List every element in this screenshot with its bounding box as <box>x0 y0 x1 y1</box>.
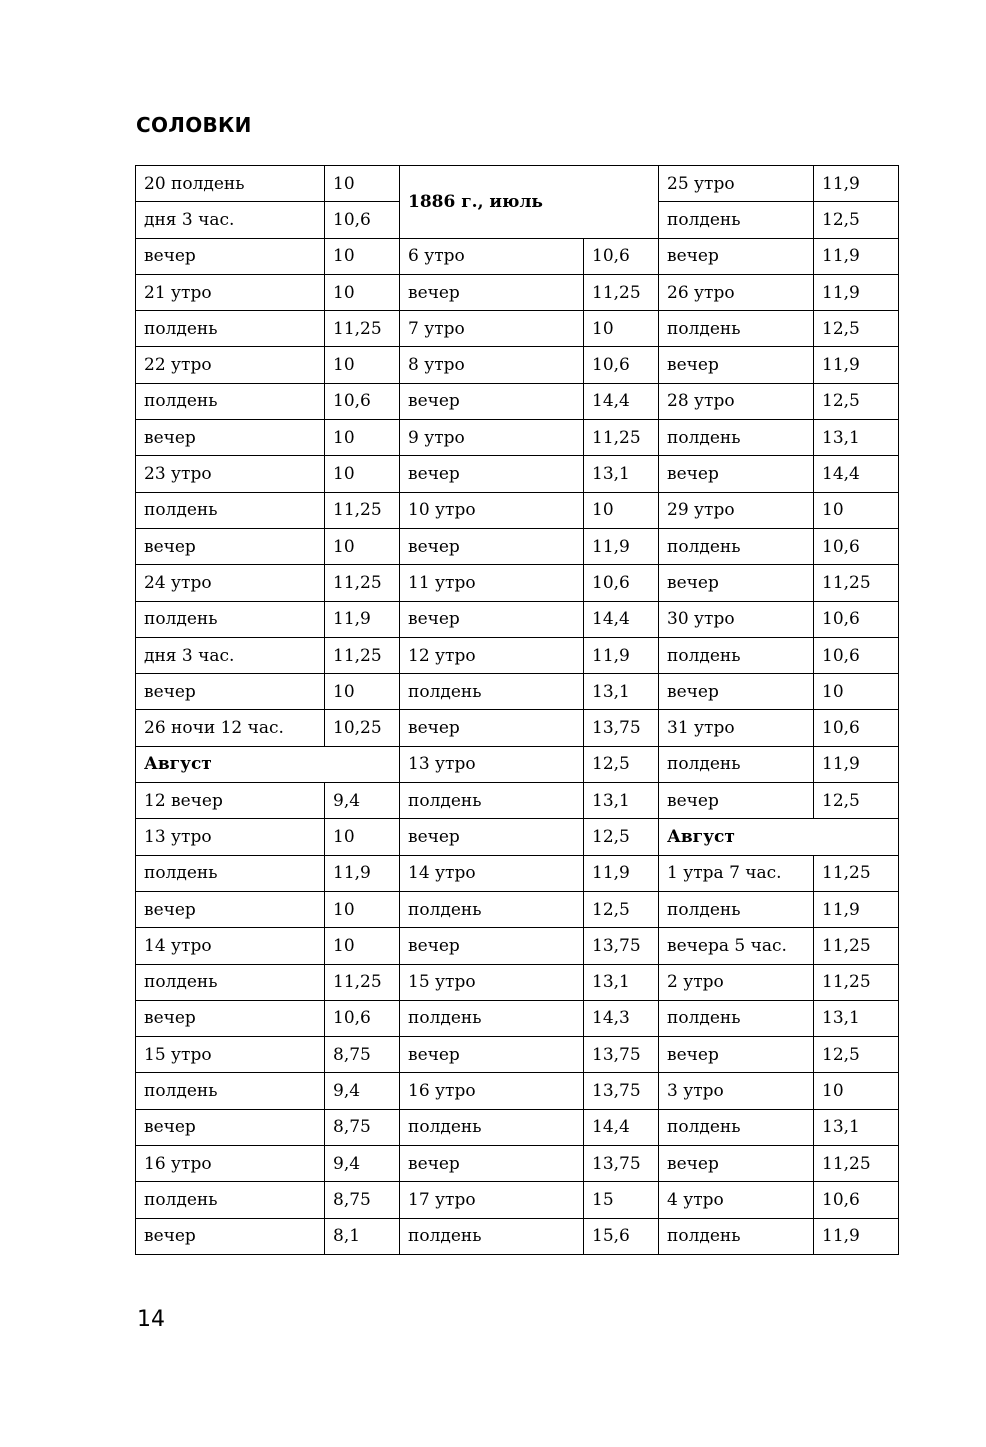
table-row <box>136 674 899 710</box>
table-cell: полдень <box>659 311 814 347</box>
table-row <box>136 601 899 637</box>
table-row <box>136 1218 899 1254</box>
table-cell: 14 утро <box>136 928 325 964</box>
table-row <box>136 637 899 673</box>
table-row <box>136 238 899 274</box>
table-cell: полдень <box>659 528 814 564</box>
table-row <box>136 746 899 782</box>
table-cell: вечер <box>659 347 814 383</box>
table-cell: полдень <box>136 492 325 528</box>
table-cell: 11,9 <box>584 528 659 564</box>
data-table <box>135 165 899 1255</box>
table-cell: вечер <box>659 1146 814 1182</box>
table-cell: вечер <box>136 420 325 456</box>
table-cell: 10,6 <box>325 202 400 238</box>
table-row <box>136 274 899 310</box>
table-cell: 11,25 <box>325 311 400 347</box>
table-cell: 14,4 <box>584 601 659 637</box>
table-cell: вечер <box>400 383 584 419</box>
table-cell: 10 <box>325 420 400 456</box>
table-cell: 11,9 <box>814 238 899 274</box>
table-cell: 10 <box>325 274 400 310</box>
table-cell: 13,75 <box>584 928 659 964</box>
table-cell: 13,75 <box>584 1146 659 1182</box>
table-cell: 4 утро <box>659 1182 814 1218</box>
table-row <box>136 891 899 927</box>
table-cell: полдень <box>659 202 814 238</box>
table-cell: 11,25 <box>814 964 899 1000</box>
table-cell: 10 утро <box>400 492 584 528</box>
table-cell: 12,5 <box>584 819 659 855</box>
table-cell: полдень <box>400 891 584 927</box>
table-cell: дня 3 час. <box>136 637 325 673</box>
table-cell: 1 утра 7 час. <box>659 855 814 891</box>
table-cell: 23 утро <box>136 456 325 492</box>
table-cell: полдень <box>400 1109 584 1145</box>
table-row <box>136 1109 899 1145</box>
table-cell: 8 утро <box>400 347 584 383</box>
table-row <box>136 565 899 601</box>
table-cell: вечер <box>400 1146 584 1182</box>
table-cell: 12,5 <box>814 202 899 238</box>
table-row <box>136 311 899 347</box>
table-cell: 11,25 <box>325 964 400 1000</box>
table-cell: вечер <box>659 783 814 819</box>
table-cell: 9,4 <box>325 1146 400 1182</box>
table-cell: 11,25 <box>814 928 899 964</box>
table-cell: 13,1 <box>814 1000 899 1036</box>
table-cell: полдень <box>400 1218 584 1254</box>
table-cell: 10 <box>325 891 400 927</box>
table-cell: 13,1 <box>814 1109 899 1145</box>
table-cell: 10 <box>814 492 899 528</box>
table-cell: 13 утро <box>400 746 584 782</box>
table-cell: 10 <box>584 311 659 347</box>
table-row <box>136 1182 899 1218</box>
table-cell: полдень <box>659 891 814 927</box>
table-cell: 13,1 <box>584 456 659 492</box>
table-cell: 11,25 <box>584 274 659 310</box>
table-row <box>136 928 899 964</box>
table-cell: 11,9 <box>584 637 659 673</box>
table-cell: 15,6 <box>584 1218 659 1254</box>
table-cell: 10,6 <box>814 710 899 746</box>
table-cell: вечер <box>659 238 814 274</box>
table-cell: вечер <box>659 456 814 492</box>
table-cell: 21 утро <box>136 274 325 310</box>
table-cell: 11,25 <box>814 855 899 891</box>
table-cell: 10 <box>325 819 400 855</box>
table-cell: 10 <box>325 674 400 710</box>
data-table-body <box>136 166 899 1255</box>
table-row <box>136 528 899 564</box>
table-row <box>136 420 899 456</box>
table-cell: 9,4 <box>325 783 400 819</box>
table-cell: 10 <box>325 928 400 964</box>
table-cell: 11,25 <box>814 565 899 601</box>
table-cell: вечер <box>136 1000 325 1036</box>
table-cell: полдень <box>400 1000 584 1036</box>
table-cell: 8,75 <box>325 1182 400 1218</box>
table-cell: 10 <box>325 347 400 383</box>
table-cell: 28 утро <box>659 383 814 419</box>
table-cell: полдень <box>136 383 325 419</box>
table-cell: 29 утро <box>659 492 814 528</box>
table-cell: полдень <box>659 1218 814 1254</box>
table-row <box>136 1073 899 1109</box>
table-cell: вечер <box>400 710 584 746</box>
table-cell: 10 <box>325 528 400 564</box>
table-row <box>136 1037 899 1073</box>
table-cell: полдень <box>136 964 325 1000</box>
table-cell: 11,25 <box>584 420 659 456</box>
table-cell: вечер <box>659 674 814 710</box>
table-cell: 11,9 <box>814 891 899 927</box>
table-row <box>136 1146 899 1182</box>
table-cell: 10,6 <box>814 637 899 673</box>
table-cell: 12,5 <box>814 311 899 347</box>
table-cell: вечер <box>400 528 584 564</box>
table-cell: вечер <box>136 1109 325 1145</box>
table-cell: 11,25 <box>814 1146 899 1182</box>
table-cell: 26 ночи 12 час. <box>136 710 325 746</box>
table-cell: 25 утро <box>659 166 814 202</box>
table-cell: 16 утро <box>136 1146 325 1182</box>
table-cell: 7 утро <box>400 311 584 347</box>
table-cell: 11,9 <box>584 855 659 891</box>
table-cell: 13,75 <box>584 1073 659 1109</box>
table-row <box>136 783 899 819</box>
table-cell: 14 утро <box>400 855 584 891</box>
table-cell: 12 утро <box>400 637 584 673</box>
table-cell: дня 3 час. <box>136 202 325 238</box>
table-cell: 10 <box>325 238 400 274</box>
table-cell: вечер <box>136 238 325 274</box>
table-cell: 17 утро <box>400 1182 584 1218</box>
table-cell: 10,6 <box>325 383 400 419</box>
table-cell: 10,25 <box>325 710 400 746</box>
table-cell: 15 <box>584 1182 659 1218</box>
table-row <box>136 456 899 492</box>
table-cell: 14,4 <box>584 383 659 419</box>
table-cell: вечер <box>400 928 584 964</box>
table-cell: 14,4 <box>814 456 899 492</box>
table-cell: 11,9 <box>814 166 899 202</box>
section-heading-month: Август <box>659 819 899 855</box>
table-cell: вечер <box>136 674 325 710</box>
table-row <box>136 166 899 202</box>
table-cell: 24 утро <box>136 565 325 601</box>
table-cell: 14,4 <box>584 1109 659 1145</box>
table-cell: полдень <box>136 855 325 891</box>
table-cell: 10,6 <box>584 565 659 601</box>
table-cell: 15 утро <box>400 964 584 1000</box>
table-cell: 10,6 <box>325 1000 400 1036</box>
table-cell: 13,1 <box>584 783 659 819</box>
table-cell: вечер <box>400 456 584 492</box>
table-cell: полдень <box>136 311 325 347</box>
table-cell: полдень <box>136 601 325 637</box>
table-cell: 11,9 <box>814 746 899 782</box>
table-cell: 12 вечер <box>136 783 325 819</box>
table-cell: 11,9 <box>325 855 400 891</box>
table-cell: 11,25 <box>325 565 400 601</box>
table-cell: 8,75 <box>325 1037 400 1073</box>
table-row <box>136 383 899 419</box>
table-cell: 12,5 <box>584 891 659 927</box>
table-cell: 31 утро <box>659 710 814 746</box>
table-cell: 13,1 <box>584 674 659 710</box>
table-cell: 3 утро <box>659 1073 814 1109</box>
table-cell: 10,6 <box>814 601 899 637</box>
table-cell: 13,75 <box>584 1037 659 1073</box>
table-row <box>136 855 899 891</box>
table-cell: 12,5 <box>814 383 899 419</box>
table-cell: 10 <box>814 1073 899 1109</box>
table-cell: вечер <box>659 565 814 601</box>
table-cell: 10 <box>584 492 659 528</box>
table-cell: 11,9 <box>814 274 899 310</box>
table-cell: 11,9 <box>325 601 400 637</box>
table-cell: вечера 5 час. <box>659 928 814 964</box>
table-cell: 11,25 <box>325 492 400 528</box>
table-cell: 13,75 <box>584 710 659 746</box>
table-cell: 10 <box>814 674 899 710</box>
table-cell: 22 утро <box>136 347 325 383</box>
table-cell: полдень <box>659 1109 814 1145</box>
table-cell: 16 утро <box>400 1073 584 1109</box>
table-cell: вечер <box>136 528 325 564</box>
table-cell: полдень <box>659 637 814 673</box>
table-cell: 10,6 <box>814 528 899 564</box>
table-cell: 11,9 <box>814 1218 899 1254</box>
table-cell: полдень <box>659 420 814 456</box>
table-cell: 26 утро <box>659 274 814 310</box>
table-cell: вечер <box>400 819 584 855</box>
table-cell: 10,6 <box>814 1182 899 1218</box>
table-row <box>136 1000 899 1036</box>
table-cell: 11,25 <box>325 637 400 673</box>
table-cell: вечер <box>136 1218 325 1254</box>
table-row <box>136 492 899 528</box>
table-cell: 10,6 <box>584 347 659 383</box>
table-row <box>136 964 899 1000</box>
table-cell: 2 утро <box>659 964 814 1000</box>
table-cell: 6 утро <box>400 238 584 274</box>
table-cell: 14,3 <box>584 1000 659 1036</box>
table-row <box>136 710 899 746</box>
table-cell: вечер <box>400 601 584 637</box>
table-cell: вечер <box>400 274 584 310</box>
section-heading-year-month: 1886 г., июль <box>400 166 659 239</box>
table-cell: 13 утро <box>136 819 325 855</box>
table-cell: полдень <box>400 674 584 710</box>
table-cell: 11,9 <box>814 347 899 383</box>
table-cell: 12,5 <box>814 783 899 819</box>
table-cell: 12,5 <box>814 1037 899 1073</box>
table-cell: 9,4 <box>325 1073 400 1109</box>
table-cell: 10,6 <box>584 238 659 274</box>
table-row <box>136 819 899 855</box>
table-cell: вечер <box>659 1037 814 1073</box>
table-cell: 11 утро <box>400 565 584 601</box>
table-cell: 9 утро <box>400 420 584 456</box>
table-cell: 8,75 <box>325 1109 400 1145</box>
section-heading-month: Август <box>136 746 400 782</box>
page-header: СОЛОВКИ <box>136 113 252 137</box>
table-cell: вечер <box>136 891 325 927</box>
table-cell: полдень <box>659 746 814 782</box>
table-cell: полдень <box>400 783 584 819</box>
table-cell: 13,1 <box>584 964 659 1000</box>
table-cell: 10 <box>325 456 400 492</box>
page-number: 14 <box>137 1307 165 1332</box>
table-row <box>136 347 899 383</box>
table-cell: полдень <box>136 1182 325 1218</box>
table-cell: вечер <box>400 1037 584 1073</box>
table-cell: 10 <box>325 166 400 202</box>
table-cell: полдень <box>136 1073 325 1109</box>
table-cell: 13,1 <box>814 420 899 456</box>
table-cell: 30 утро <box>659 601 814 637</box>
table-cell: 15 утро <box>136 1037 325 1073</box>
table-cell: полдень <box>659 1000 814 1036</box>
table-cell: 12,5 <box>584 746 659 782</box>
table-cell: 8,1 <box>325 1218 400 1254</box>
table-cell: 20 полдень <box>136 166 325 202</box>
